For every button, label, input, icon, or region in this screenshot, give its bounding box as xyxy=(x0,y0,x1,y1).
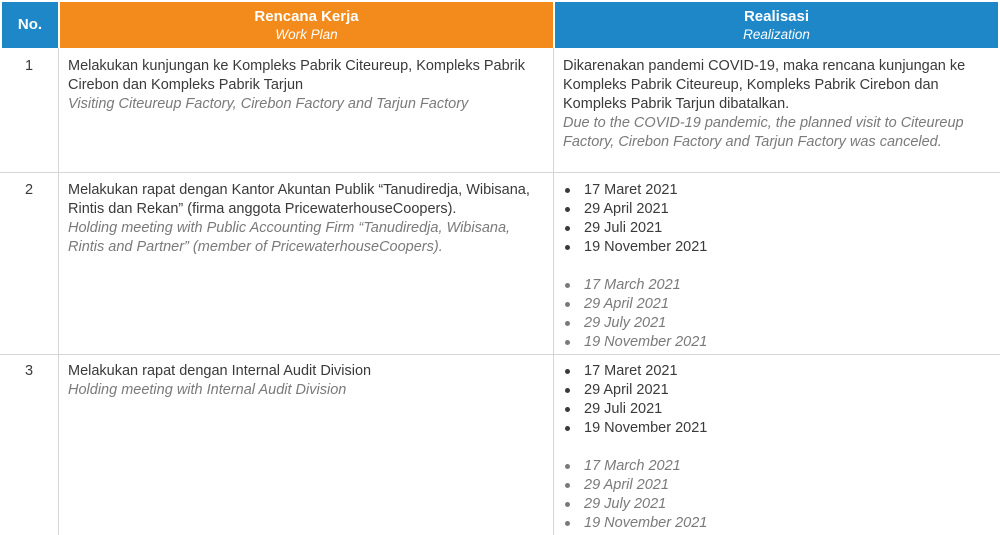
header-no-label: No. xyxy=(17,16,43,33)
list-item xyxy=(563,495,995,514)
bullet-icon xyxy=(565,302,570,307)
table-row-plan xyxy=(68,57,548,114)
list-item xyxy=(563,295,995,314)
date-text: 19 November 2021 xyxy=(584,515,708,531)
meeting-dates-en xyxy=(563,276,995,352)
column-divider xyxy=(553,48,554,535)
date-text: 17 March 2021 xyxy=(584,458,681,474)
date-text: 17 Maret 2021 xyxy=(584,182,678,198)
bullet-icon xyxy=(565,283,570,288)
header-no xyxy=(2,2,58,48)
meeting-dates-id xyxy=(563,181,995,257)
header-realization xyxy=(555,2,998,48)
row-divider xyxy=(0,172,1000,173)
row-number: 2 xyxy=(24,182,34,198)
table-row-realization xyxy=(563,181,995,352)
bullet-icon xyxy=(565,340,570,345)
column-divider xyxy=(58,48,59,535)
header-plan-title: Rencana Kerja xyxy=(254,7,359,25)
list-item xyxy=(563,314,995,333)
date-text: 17 March 2021 xyxy=(584,277,681,293)
table-row-plan xyxy=(68,362,548,400)
bullet-icon xyxy=(565,369,570,374)
list-item xyxy=(563,238,995,257)
bullet-icon xyxy=(565,464,570,469)
row-number: 3 xyxy=(24,363,34,379)
meeting-dates-en xyxy=(563,457,995,533)
bullet-icon xyxy=(565,188,570,193)
plan-text-en: Holding meeting with Public Accounting Firm “Tanudiredja, Wibisana, Rintis and Partner” (member of PricewaterhouseCoopers). xyxy=(68,220,511,255)
list-item xyxy=(563,276,995,295)
list-item xyxy=(563,200,995,219)
date-text: 17 Maret 2021 xyxy=(584,363,678,379)
date-text: 29 July 2021 xyxy=(584,315,667,331)
list-item xyxy=(563,362,995,381)
date-text: 19 November 2021 xyxy=(584,334,708,350)
bullet-icon xyxy=(565,483,570,488)
list-item xyxy=(563,219,995,238)
header-work-plan xyxy=(60,2,553,48)
plan-text-en: Visiting Citeureup Factory, Cirebon Factory and Tarjun Factory xyxy=(68,96,469,112)
bullet-icon xyxy=(565,207,570,212)
plan-text-id: Melakukan rapat dengan Internal Audit Division xyxy=(68,363,372,379)
bullet-icon xyxy=(565,226,570,231)
list-item xyxy=(563,419,995,438)
bullet-icon xyxy=(565,407,570,412)
list-item xyxy=(563,476,995,495)
list-item xyxy=(563,400,995,419)
bullet-icon xyxy=(565,388,570,393)
header-plan-subtitle: Work Plan xyxy=(275,26,338,42)
list-item xyxy=(563,381,995,400)
plan-text-id: Melakukan kunjungan ke Kompleks Pabrik Citeureup, Kompleks Pabrik Cirebon dan Kompleks Pabrik Tarjun xyxy=(68,58,525,93)
realization-text-id: Dikarenakan pandemi COVID-19, maka rencana kunjungan ke Kompleks Pabrik Citeureup, Kompleks Pabrik Cirebon dan Kompleks Pabrik Tarjun dibatalkan. xyxy=(563,58,966,112)
date-text: 29 April 2021 xyxy=(584,201,669,217)
bullet-icon xyxy=(565,321,570,326)
row-divider xyxy=(0,354,1000,355)
list-item xyxy=(563,333,995,352)
row-number: 1 xyxy=(24,58,34,74)
realization-text-en: Due to the COVID-19 pandemic, the planned visit to Citeureup Factory, Cirebon Factory and Tarjun Factory was canceled. xyxy=(563,115,964,150)
table-row-realization xyxy=(563,362,995,533)
date-text: 29 July 2021 xyxy=(584,496,667,512)
table-row-realization xyxy=(563,57,995,152)
list-item xyxy=(563,514,995,533)
bullet-icon xyxy=(565,502,570,507)
list-item xyxy=(563,457,995,476)
date-text: 29 April 2021 xyxy=(584,382,669,398)
date-text: 19 November 2021 xyxy=(584,239,708,255)
date-text: 29 Juli 2021 xyxy=(584,220,663,236)
header-realization-subtitle: Realization xyxy=(743,26,810,42)
bullet-icon xyxy=(565,426,570,431)
date-text: 29 April 2021 xyxy=(584,296,669,312)
bullet-icon xyxy=(565,245,570,250)
plan-text-id: Melakukan rapat dengan Kantor Akuntan Publik “Tanudiredja, Wibisana, Rintis dan Rekan” (firma anggota PricewaterhouseCoopers). xyxy=(68,182,530,217)
list-item xyxy=(563,181,995,200)
date-text: 19 November 2021 xyxy=(584,420,708,436)
date-text: 29 April 2021 xyxy=(584,477,669,493)
table-row-plan xyxy=(68,181,548,257)
meeting-dates-id xyxy=(563,362,995,438)
plan-text-en: Holding meeting with Internal Audit Division xyxy=(68,382,347,398)
date-text: 29 Juli 2021 xyxy=(584,401,663,417)
bullet-icon xyxy=(565,521,570,526)
header-realization-title: Realisasi xyxy=(743,7,810,25)
